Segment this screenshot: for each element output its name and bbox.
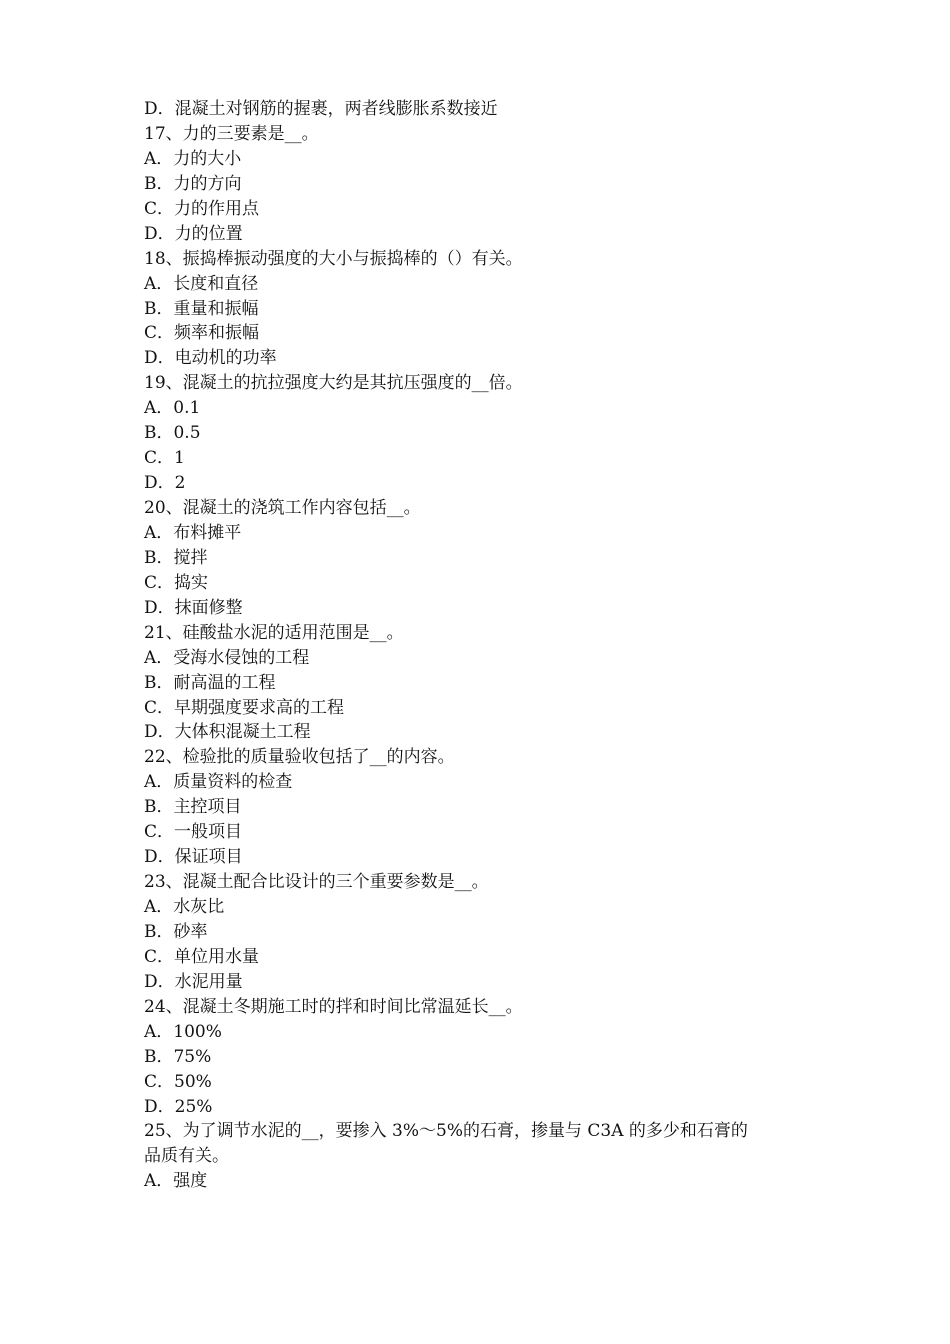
question-list [144,97,814,1194]
option-line: B．搅拌 [144,547,208,568]
option-line: A．力的大小 [144,148,242,169]
question-22: 22、检验批的质量验收包括了__的内容。 [144,747,455,768]
option-line: D．25% [144,1096,213,1117]
question-25-continued: 品质有关。 [144,1146,229,1167]
option-line: B．重量和振幅 [144,298,259,319]
option-line: A．0.1 [144,398,201,419]
option-line: A．布料摊平 [144,522,242,543]
option-line: D．混凝土对钢筋的握裹，两者线膨胀系数接近 [144,99,498,119]
option-line: D．抹面修整 [144,597,243,618]
option-line: B．耐高温的工程 [144,672,276,693]
option-line: D．2 [144,473,186,494]
option-line: C．一般项目 [144,822,243,843]
question-21: 21、硅酸盐水泥的适用范围是__。 [144,622,404,643]
option-line: D．水泥用量 [144,971,243,992]
option-line: D．电动机的功率 [144,348,277,369]
option-line: D．大体积混凝土工程 [144,722,311,743]
option-line: A．长度和直径 [144,273,259,294]
option-line: A．质量资料的检查 [144,772,293,793]
option-line: C．力的作用点 [144,198,260,219]
option-line: A．水灰比 [144,897,225,917]
option-line: C．捣实 [144,572,209,593]
option-line: C．单位用水量 [144,946,260,967]
option-line: C．50% [144,1071,212,1092]
option-line: B．主控项目 [144,797,242,818]
question-23: 23、混凝土配合比设计的三个重要参数是__。 [144,872,489,893]
question-18: 18、振捣棒振动强度的大小与振捣棒的（）有关。 [144,248,523,269]
option-line: C．频率和振幅 [144,323,260,344]
question-25: 25、为了调节水泥的__，要掺入 3%～5%的石膏，掺量与 C3A 的多少和石膏的 [144,1121,748,1142]
option-line: A．100% [144,1021,222,1042]
question-20: 20、混凝土的浇筑工作内容包括__。 [144,498,421,518]
option-line: D．力的位置 [144,223,243,244]
option-line: B．75% [144,1046,212,1067]
option-line: D．保证项目 [144,847,243,868]
option-line: B．0.5 [144,423,201,444]
option-line: B．砂率 [144,921,208,942]
question-17: 17、力的三要素是__。 [144,123,319,144]
question-24: 24、混凝土冬期施工时的拌和时间比常温延长__。 [144,996,523,1017]
option-line: A．受海水侵蚀的工程 [144,647,310,668]
option-line: C．1 [144,448,185,469]
option-line: C．早期强度要求高的工程 [144,697,345,718]
question-19: 19、混凝土的抗拉强度大约是其抗压强度的__倍。 [144,373,523,394]
option-line: B．力的方向 [144,173,242,194]
option-line: A．强度 [144,1171,208,1192]
